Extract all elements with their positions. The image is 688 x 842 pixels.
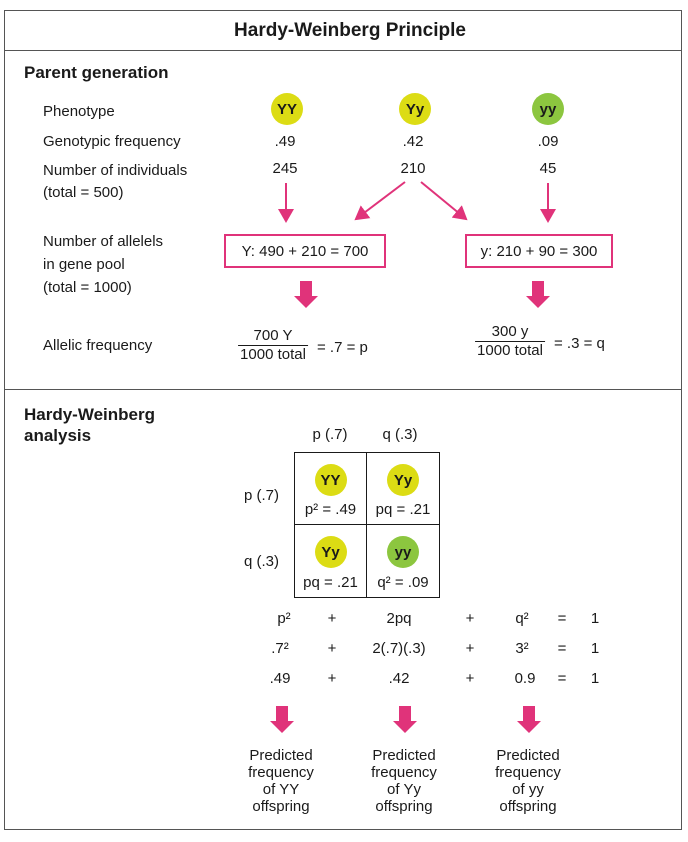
prediction-Yy-line2: frequency <box>371 763 437 781</box>
eq1-b: 2pq <box>386 610 412 627</box>
punnett-circle-yy: yy <box>387 536 419 568</box>
prediction-Yy <box>371 748 437 816</box>
punnett-expr-YY: p² = .49 <box>304 501 357 518</box>
col-header-p: p (.7) <box>312 426 348 443</box>
p-fraction <box>238 327 308 364</box>
eq1-op1: + <box>327 610 337 627</box>
prediction-Yy-line1: Predicted <box>372 747 436 764</box>
prediction-yy-line1: Predicted <box>496 747 560 764</box>
eq3-eq: = <box>557 670 567 687</box>
prediction-yy-line4: offspring <box>499 797 557 815</box>
eq2-c: 3² <box>515 640 529 657</box>
allele-y-box: y: 210 + 90 = 300 <box>465 234 613 268</box>
prediction-YY-line1: Predicted <box>249 747 313 764</box>
prediction-Yy-line3: of Yy <box>387 780 421 798</box>
col-header-q: q (.3) <box>382 426 418 443</box>
eq2-a: .7² <box>271 640 289 657</box>
arrow-Yy-to-Y <box>356 182 405 219</box>
punnett-cell-Yy-top <box>367 453 439 525</box>
eq1-c: q² <box>515 610 529 627</box>
punnett-circle-Yy-top: Yy <box>387 464 419 496</box>
q-fraction-numerator: 300 y <box>491 323 529 340</box>
freq-yy: .09 <box>537 133 559 150</box>
q-fraction <box>475 323 545 360</box>
prediction-YY-line4: offspring <box>252 797 310 815</box>
prediction-yy-line3: of yy <box>512 780 544 798</box>
p-fraction-denominator: 1000 total <box>240 346 306 363</box>
genotype-circle-YY: YY <box>271 93 303 125</box>
prediction-Yy-line4: offspring <box>375 797 433 815</box>
row-header-p: p (.7) <box>244 487 280 504</box>
eq1-eq: = <box>557 610 567 627</box>
count-yy: 45 <box>539 160 557 177</box>
count-Yy: 210 <box>400 160 426 177</box>
q-fraction-denominator: 1000 total <box>477 342 543 359</box>
punnett-expr-yy: q² = .09 <box>377 574 429 591</box>
eq1-a: p² <box>277 610 291 627</box>
punnett-cell-yy <box>367 525 439 597</box>
diagram-title: Hardy-Weinberg Principle <box>234 20 466 41</box>
prediction-YY-line3: of YY <box>262 780 300 798</box>
allelic-label: Allelic frequency <box>43 337 153 354</box>
parent-heading: Parent generation <box>24 63 169 82</box>
q-result: = .3 = q <box>554 335 605 352</box>
alleles-label-3: (total = 1000) <box>43 279 132 296</box>
punnett-square <box>294 452 440 598</box>
punnett-circle-YY: YY <box>315 464 347 496</box>
arrow-Yy-to-y <box>421 182 466 219</box>
p-result: = .7 = p <box>317 339 368 356</box>
phenotype-label: Phenotype <box>43 103 115 120</box>
thick-arrow-pred-YY <box>270 706 294 733</box>
thick-arrow-p <box>294 281 318 308</box>
analysis-heading-2: analysis <box>24 426 92 445</box>
prediction-YY-line2: frequency <box>248 763 314 781</box>
thick-arrow-pred-yy <box>517 706 541 733</box>
eq1-r: 1 <box>590 610 600 627</box>
prediction-YY <box>248 748 314 816</box>
freq-Yy: .42 <box>402 133 424 150</box>
eq3-c: 0.9 <box>514 670 536 687</box>
eq3-op1: + <box>327 670 337 687</box>
eq3-b: .42 <box>388 670 410 687</box>
prediction-yy-line2: frequency <box>495 763 561 781</box>
punnett-expr-Yy-bottom: pq = .21 <box>303 574 358 591</box>
punnett-cell-YY <box>295 453 367 525</box>
eq3-a: .49 <box>269 670 291 687</box>
eq1-op2: + <box>465 610 475 627</box>
prediction-yy <box>495 748 561 816</box>
eq2-b: 2(.7)(.3) <box>372 640 426 657</box>
eq2-eq: = <box>557 640 567 657</box>
eq2-r: 1 <box>590 640 600 657</box>
p-fraction-numerator: 700 Y <box>253 327 293 344</box>
genotype-circle-Yy: Yy <box>399 93 431 125</box>
count-YY: 245 <box>272 160 298 177</box>
punnett-circle-Yy-bottom: Yy <box>315 536 347 568</box>
number-label-1: Number of individuals <box>43 162 188 179</box>
eq2-op2: + <box>465 640 475 657</box>
number-label-2: (total = 500) <box>43 184 124 201</box>
genotype-circle-yy: yy <box>532 93 564 125</box>
allele-Y-box: Y: 490 + 210 = 700 <box>224 234 386 268</box>
eq3-r: 1 <box>590 670 600 687</box>
eq3-op2: + <box>465 670 475 687</box>
alleles-label-2: in gene pool <box>43 256 125 273</box>
punnett-cell-Yy-bottom <box>295 525 367 597</box>
alleles-label-1: Number of allelels <box>43 233 164 250</box>
genotypic-label: Genotypic frequency <box>43 133 181 150</box>
thick-arrow-pred-Yy <box>393 706 417 733</box>
freq-YY: .49 <box>274 133 296 150</box>
punnett-expr-Yy-top: pq = .21 <box>375 501 431 518</box>
row-header-q: q (.3) <box>244 553 280 570</box>
thick-arrow-q <box>526 281 550 308</box>
analysis-heading-1: Hardy-Weinberg <box>24 405 155 424</box>
eq2-op1: + <box>327 640 337 657</box>
